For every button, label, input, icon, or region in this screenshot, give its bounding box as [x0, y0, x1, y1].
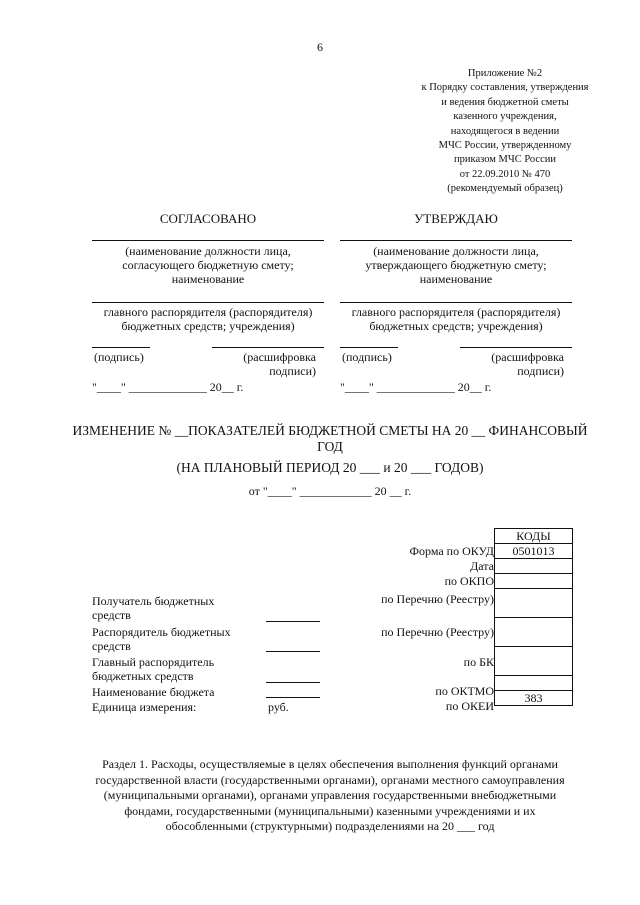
label-budget-recipient: Получатель бюджетных средств — [92, 594, 215, 622]
code-registry-manager[interactable] — [495, 618, 573, 647]
label-oktmo: по ОКТМО — [435, 684, 494, 698]
agreed-org-caption: главного распорядителя (распорядителя) бюджетных средств; учреждения) — [103, 305, 313, 333]
approve-position-caption: (наименование должности лица, утверждающего бюджетную смету; наименование — [365, 244, 547, 286]
approve-decoding-caption: (расшифровка подписи) — [491, 350, 564, 378]
appendix-line: от 22.09.2010 № 470 — [459, 168, 551, 180]
label-budget-name: Наименование бюджета — [92, 685, 215, 699]
code-okpo[interactable] — [495, 574, 573, 589]
chief-manager-line[interactable] — [266, 682, 320, 683]
label-unit: Единица измерения: — [92, 700, 197, 714]
agreed-position-line[interactable] — [92, 240, 324, 241]
codes-table — [494, 528, 573, 706]
label-okud: Форма по ОКУД — [409, 544, 494, 558]
code-date[interactable] — [495, 559, 573, 574]
approve-signature-caption: (подпись) — [342, 350, 392, 364]
appendix-line: казенного учреждения, — [453, 111, 557, 123]
agreed-position-caption: (наименование должности лица, согласующего бюджетную смету; наименование — [122, 244, 294, 286]
code-registry-recipient[interactable] — [495, 589, 573, 618]
approve-date: "____" _____________ 20__ г. — [340, 380, 492, 394]
document-title: ИЗМЕНЕНИЕ № __ПОКАЗАТЕЛЕЙ БЮДЖЕТНОЙ СМЕТЫ НА 20 __ ФИНАНСОВЫЙ ГОД — [72, 423, 588, 454]
label-okei: по ОКЕИ — [445, 699, 494, 713]
approve-org-line[interactable] — [340, 302, 572, 303]
appendix-line: и ведения бюджетной сметы — [441, 96, 569, 108]
approve-org-caption: главного распорядителя (распорядителя) бюджетных средств; учреждения) — [351, 305, 561, 333]
agreed-signature-line[interactable] — [92, 347, 150, 348]
code-oktmo[interactable] — [495, 676, 573, 691]
appendix-note — [400, 67, 610, 197]
label-registry-recipient: по Перечню (Реестру) — [381, 592, 494, 606]
agreed-date: "____" _____________ 20__ г. — [92, 380, 244, 394]
planning-period-title: (НА ПЛАНОВЫЙ ПЕРИОД 20 ___ и 20 ___ ГОДОВ) — [176, 460, 484, 475]
label-bk: по БК — [463, 655, 494, 669]
label-budget-manager: Распорядитель бюджетных средств — [92, 625, 231, 653]
code-okei[interactable]: 383 — [495, 691, 573, 706]
code-bk[interactable] — [495, 647, 573, 676]
agreed-decoding-line[interactable] — [212, 347, 324, 348]
agreed-heading: СОГЛАСОВАНО — [159, 211, 257, 226]
label-registry-manager: по Перечню (Реестру) — [381, 625, 494, 639]
approve-signature-line[interactable] — [340, 347, 398, 348]
budget-name-line[interactable] — [266, 697, 320, 698]
appendix-line: МЧС России, утвержденному — [438, 140, 572, 152]
approve-heading: УТВЕРЖДАЮ — [414, 211, 498, 226]
label-chief-manager: Главный распорядитель бюджетных средств — [92, 655, 215, 683]
approve-position-line[interactable] — [340, 240, 572, 241]
section-1-heading: Раздел 1. Расходы, осуществляемые в целях обеспечения выполнения функций органами государственной власти (государственными органами), органами местного самоуправления (муниципальными органами), органами управления государственными внебюджетными фондами, государственными (муниципальными) казенными учреждениями и их обособленными (структурными) подразделениями на 20 ___ год — [95, 757, 565, 834]
code-okud[interactable]: 0501013 — [495, 544, 573, 559]
agreed-org-line[interactable] — [92, 302, 324, 303]
appendix-line: Приложение №2 — [467, 68, 543, 79]
appendix-line: (рекомендуемый образец) — [447, 183, 563, 195]
budget-recipient-line[interactable] — [266, 621, 320, 622]
unit-value: руб. — [268, 700, 289, 714]
appendix-line: находящегося в ведении — [450, 125, 560, 137]
appendix-line: приказом МЧС России — [454, 154, 556, 166]
approve-decoding-line[interactable] — [460, 347, 572, 348]
label-okpo: по ОКПО — [444, 574, 494, 588]
document-date: от "____" ____________ 20 __ г. — [248, 484, 412, 498]
agreed-signature-caption: (подпись) — [94, 350, 144, 364]
appendix-line: к Порядку составления, утверждения — [421, 82, 589, 94]
page-number: 6 — [317, 40, 323, 54]
label-date: Дата — [470, 559, 494, 573]
agreed-decoding-caption: (расшифровка подписи) — [243, 350, 316, 378]
codes-header: КОДЫ — [495, 529, 573, 544]
budget-manager-line[interactable] — [266, 651, 320, 652]
